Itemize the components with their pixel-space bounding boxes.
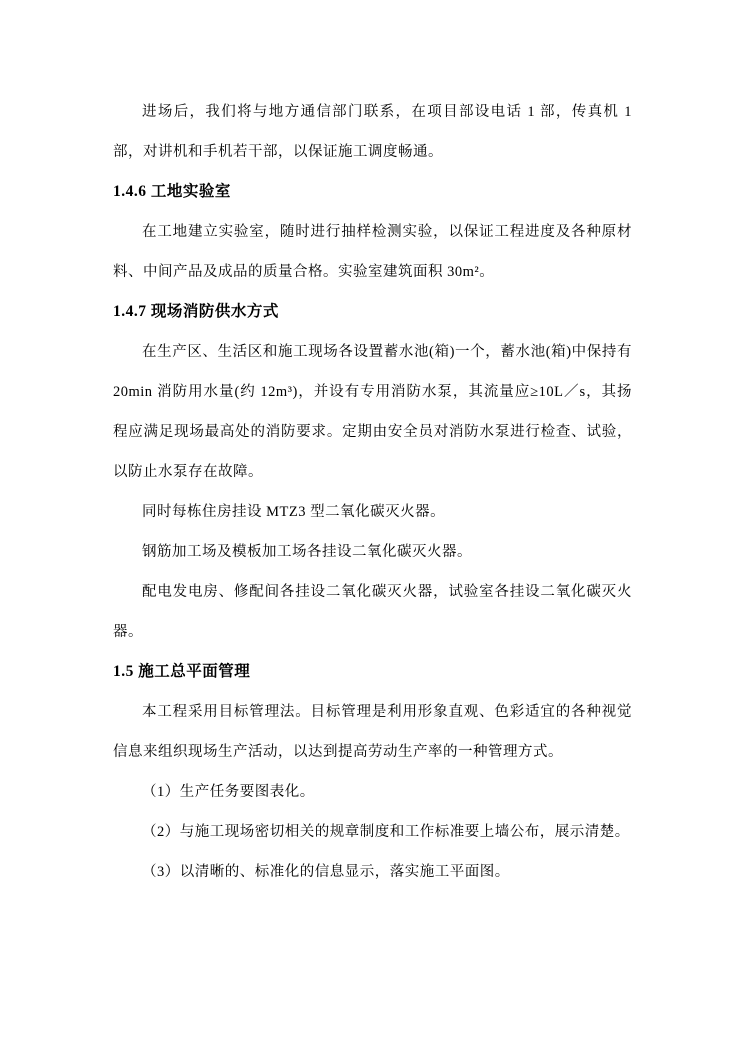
paragraph-fire-water-supply: 在生产区、生活区和施工现场各设置蓄水池(箱)一个，蓄水池(箱)中保持有 20min 消防用水量(约 12m³)，并设有专用消防水泵，其流量应≥10L／s，其扬程应满足现场最高处的消防要求。定期由安全员对消防水泵进行检查、试验，以防止水泵存在故障。 [113,344,632,480]
list-item-1: （1）生产任务要图表化。 [142,784,315,800]
paragraph-extinguisher-power-rooms: 配电发电房、修配间各挂设二氧化碳灭火器，试验室各挂设二氧化碳灭火器。 [113,584,632,640]
paragraph-site-laboratory: 在工地建立实验室，随时进行抽样检测实验，以保证工程进度及各种原材料、中间产品及成品的质量合格。实验室建筑面积 30m²。 [113,224,632,280]
paragraph-site-entry-communication: 进场后，我们将与地方通信部门联系，在项目部设电话 1 部，传真机 1 部，对讲机和手机若干部，以保证施工调度畅通。 [113,104,632,160]
paragraph-extinguisher-workshops: 钢筋加工场及模板加工场各挂设二氧化碳灭火器。 [142,544,472,560]
paragraph-target-management: 本工程采用目标管理法。目标管理是利用形象直观、色彩适宜的各种视觉信息来组织现场生产活动，以达到提高劳动生产率的一种管理方式。 [113,704,632,760]
heading-1-4-7-fire-water-supply: 1.4.7 现场消防供水方式 [113,303,279,320]
heading-1-4-6-site-laboratory: 1.4.6 工地实验室 [113,183,231,200]
paragraph-extinguisher-housing: 同时每栋住房挂设 MTZ3 型二氧化碳灭火器。 [142,504,446,520]
list-item-2: （2）与施工现场密切相关的规章制度和工作标准要上墙公布，展示清楚。 [142,824,630,840]
list-item-3: （3）以清晰的、标准化的信息显示，落实施工平面图。 [142,864,510,880]
heading-1-5-site-layout-management: 1.5 施工总平面管理 [113,663,251,680]
